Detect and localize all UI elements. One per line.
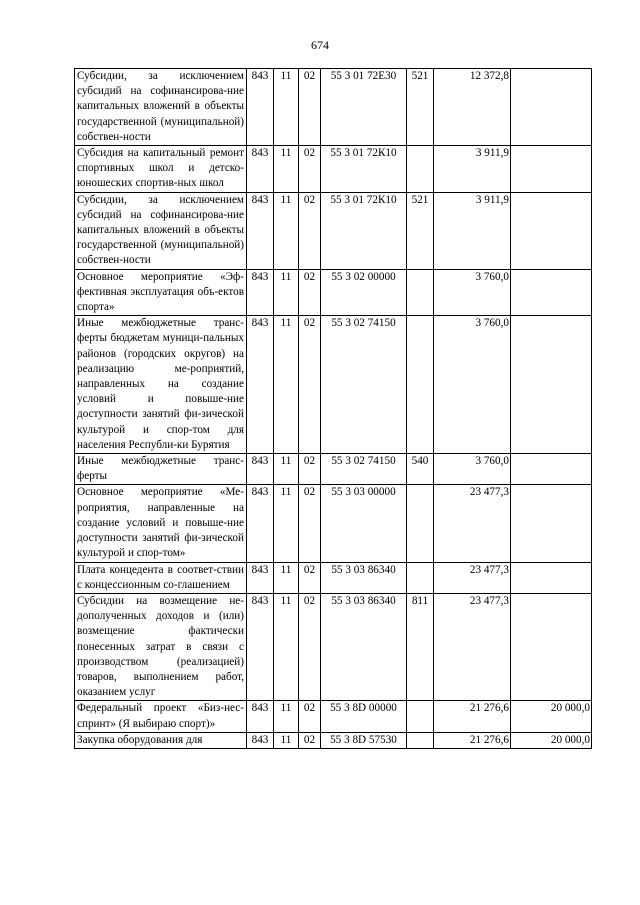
cell-ministry: 843 (247, 485, 274, 562)
budget-table (74, 68, 592, 749)
cell-ministry: 843 (247, 562, 274, 593)
cell-name: Плата концедента в соответ-ствии с концессионным со-глашением (75, 562, 247, 593)
cell-subsection: 02 (299, 454, 321, 485)
cell-name: Федеральный проект «Биз-нес-спринт» (Я выбираю спорт)» (75, 701, 247, 732)
cell-amount-federal (511, 485, 592, 562)
cell-amount: 23 477,3 (434, 485, 511, 562)
cell-expense-type: 540 (407, 454, 434, 485)
cell-amount-federal (511, 562, 592, 593)
cell-expense-type (407, 562, 434, 593)
table-body (75, 69, 592, 749)
cell-name: Субсидии, за исключением субсидий на софинансирова-ние капитальных вложений в объекты государственной (муниципальной) собствен-ности (75, 69, 247, 146)
cell-target-article: 55 3 8D 00000 (321, 701, 407, 732)
cell-amount-federal: 20 000,0 (511, 701, 592, 732)
cell-name: Иные межбюджетные транс-ферты бюджетам муници-пальных районов (городских округов) на реализацию ме-роприятий, направленных на создание условий и повыше-ние доступности занятий фи-зической культурой и спор-том для населения Республи-ки Бурятия (75, 316, 247, 454)
cell-target-article: 55 3 02 00000 (321, 269, 407, 316)
table-row (75, 485, 592, 562)
cell-expense-type (407, 269, 434, 316)
cell-ministry: 843 (247, 146, 274, 193)
cell-ministry: 843 (247, 192, 274, 269)
cell-amount: 3 760,0 (434, 454, 511, 485)
cell-amount-federal (511, 146, 592, 193)
page-number: 674 (311, 38, 329, 52)
cell-ministry: 843 (247, 454, 274, 485)
table-row (75, 192, 592, 269)
cell-subsection: 02 (299, 562, 321, 593)
cell-subsection: 02 (299, 146, 321, 193)
cell-expense-type: 811 (407, 593, 434, 700)
cell-amount-federal (511, 69, 592, 146)
cell-section: 11 (274, 269, 299, 316)
table-row (75, 316, 592, 454)
cell-section: 11 (274, 701, 299, 732)
cell-amount: 3 760,0 (434, 316, 511, 454)
cell-amount: 3 911,9 (434, 192, 511, 269)
cell-expense-type: 521 (407, 192, 434, 269)
table-row (75, 69, 592, 146)
cell-subsection: 02 (299, 485, 321, 562)
cell-section: 11 (274, 732, 299, 748)
cell-amount-federal (511, 593, 592, 700)
cell-section: 11 (274, 192, 299, 269)
cell-amount: 12 372,8 (434, 69, 511, 146)
cell-expense-type: 521 (407, 69, 434, 146)
table-row (75, 732, 592, 748)
cell-target-article: 55 3 03 86340 (321, 593, 407, 700)
cell-section: 11 (274, 69, 299, 146)
table-row (75, 146, 592, 193)
cell-amount: 21 276,6 (434, 701, 511, 732)
cell-subsection: 02 (299, 732, 321, 748)
cell-amount-federal (511, 269, 592, 316)
cell-subsection: 02 (299, 192, 321, 269)
cell-target-article: 55 3 02 74150 (321, 316, 407, 454)
cell-amount: 23 477,3 (434, 562, 511, 593)
cell-amount-federal (511, 192, 592, 269)
cell-expense-type (407, 146, 434, 193)
cell-expense-type (407, 701, 434, 732)
cell-target-article: 55 3 03 86340 (321, 562, 407, 593)
cell-target-article: 55 3 01 72К10 (321, 192, 407, 269)
cell-name: Субсидии на возмещение не-дополученных доходов и (или) возмещение фактически понесенных затрат в связи с производством (реализацией) товаров, выполнением работ, оказанием услуг (75, 593, 247, 700)
table-row (75, 269, 592, 316)
table-row (75, 593, 592, 700)
cell-ministry: 843 (247, 269, 274, 316)
cell-section: 11 (274, 316, 299, 454)
cell-section: 11 (274, 485, 299, 562)
cell-section: 11 (274, 593, 299, 700)
cell-target-article: 55 3 8D 57530 (321, 732, 407, 748)
table-row (75, 454, 592, 485)
cell-subsection: 02 (299, 316, 321, 454)
cell-name: Субсидия на капитальный ремонт спортивных школ и детско-юношеских спортив-ных школ (75, 146, 247, 193)
cell-target-article: 55 3 03 00000 (321, 485, 407, 562)
cell-subsection: 02 (299, 269, 321, 316)
cell-expense-type (407, 485, 434, 562)
cell-name: Субсидии, за исключением субсидий на софинансирова-ние капитальных вложений в объекты государственной (муниципальной) собствен-ности (75, 192, 247, 269)
cell-ministry: 843 (247, 593, 274, 700)
cell-name: Основное мероприятие «Эф-фективная эксплуатация объ-ектов спорта» (75, 269, 247, 316)
cell-ministry: 843 (247, 701, 274, 732)
cell-target-article: 55 3 01 72Е30 (321, 69, 407, 146)
cell-amount-federal (511, 316, 592, 454)
cell-amount: 3 760,0 (434, 269, 511, 316)
cell-ministry: 843 (247, 316, 274, 454)
cell-subsection: 02 (299, 69, 321, 146)
cell-section: 11 (274, 454, 299, 485)
cell-subsection: 02 (299, 593, 321, 700)
cell-amount: 23 477,3 (434, 593, 511, 700)
cell-amount: 3 911,9 (434, 146, 511, 193)
cell-target-article: 55 3 01 72К10 (321, 146, 407, 193)
table-row (75, 701, 592, 732)
cell-expense-type (407, 732, 434, 748)
cell-amount-federal (511, 454, 592, 485)
cell-section: 11 (274, 146, 299, 193)
cell-section: 11 (274, 562, 299, 593)
cell-target-article: 55 3 02 74150 (321, 454, 407, 485)
cell-name: Основное мероприятие «Ме-роприятия, направленные на создание условий и повыше-ние доступности занятий фи-зической культурой и спор-том» (75, 485, 247, 562)
cell-amount-federal: 20 000,0 (511, 732, 592, 748)
cell-ministry: 843 (247, 732, 274, 748)
cell-amount: 21 276,6 (434, 732, 511, 748)
cell-name: Закупка оборудования для (75, 732, 247, 748)
cell-expense-type (407, 316, 434, 454)
table-row (75, 562, 592, 593)
cell-subsection: 02 (299, 701, 321, 732)
cell-name: Иные межбюджетные транс-ферты (75, 454, 247, 485)
cell-ministry: 843 (247, 69, 274, 146)
